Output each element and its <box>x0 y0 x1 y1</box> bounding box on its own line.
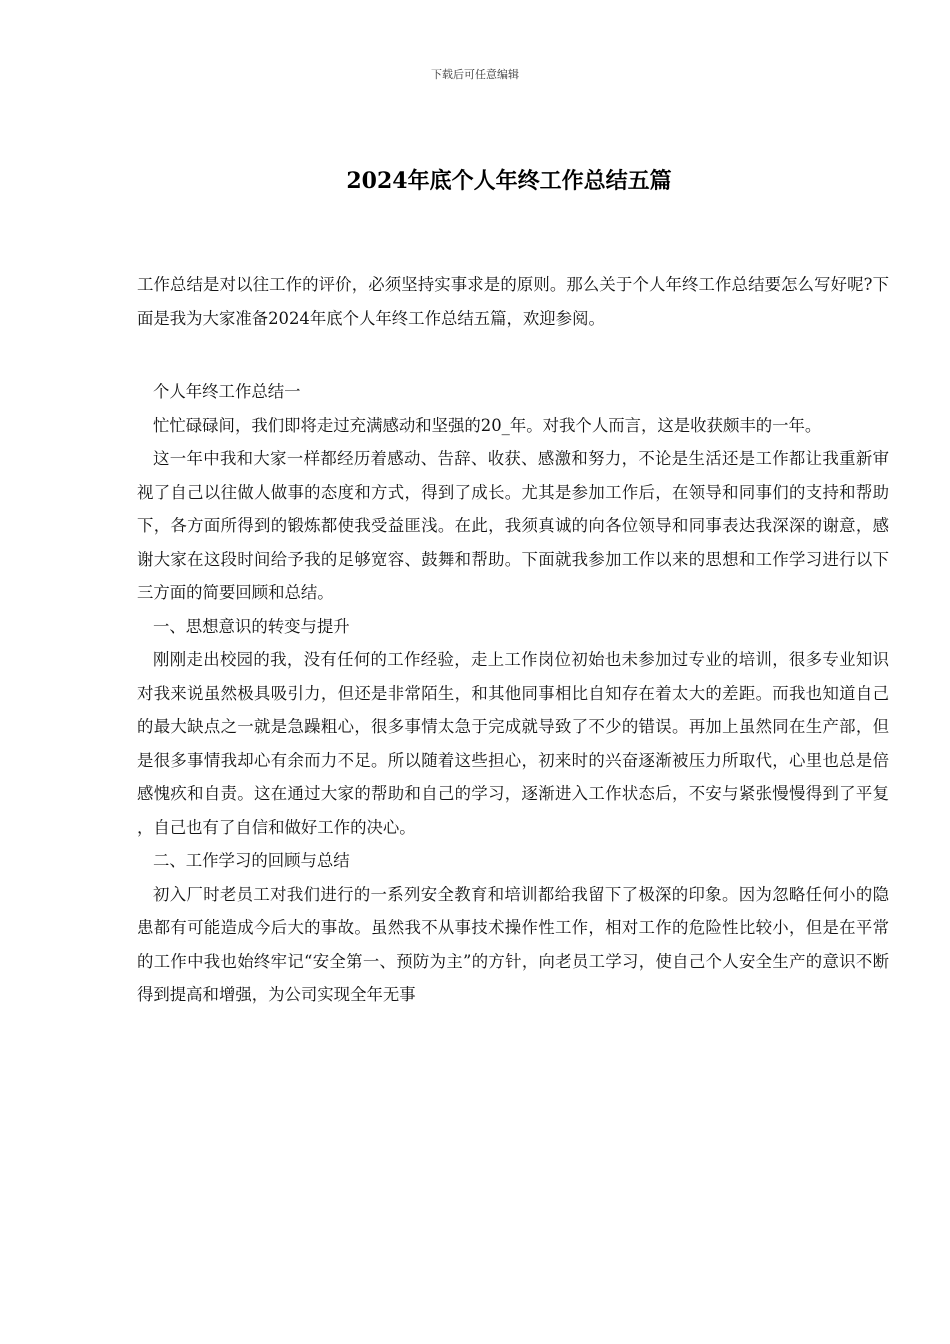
intro-paragraph: 工作总结是对以往工作的评价，必须坚持实事求是的原则。那么关于个人年终工作总结要怎么写好呢?下面是我为大家准备2024年底个人年终工作总结五篇，欢迎参阅。 <box>137 275 889 328</box>
document-title: 2024年底个人年终工作总结五篇 <box>346 168 672 194</box>
paragraph-4: 初入厂时老员工对我们进行的一系列安全教育和培训都给我留下了极深的印象。因为忽略任何小的隐患都有可能造成今后大的事故。虽然我不从事技术操作性工作，相对工作的危险性比较小，但是在平常的工作中我也始终牢记“安全第一、预防为主”的方针，向老员工学习，使自己个人安全生产的意识不断得到提高和增强，为公司实现全年无事 <box>137 884 889 1004</box>
paragraph-2: 这一年中我和大家一样都经历着感动、告辞、收获、感激和努力，不论是生活还是工作都让我重新审视了自己以往做人做事的态度和方式，得到了成长。尤其是参加工作后，在领导和同事们的支持和帮助下，各方面所得到的锻炼都使我受益匪浅。在此，我须真诚的向各位领导和同事表达我深深的谢意，感谢大家在这段时间给予我的足够宽容、鼓舞和帮助。下面就我参加工作以来的思想和工作学习进行以下三方面的简要回顾和总结。 <box>137 449 889 602</box>
document-body <box>137 268 889 1012</box>
subsection-heading-2: 二、工作学习的回顾与总结 <box>153 851 350 870</box>
paragraph-1: 忙忙碌碌间，我们即将走过充满感动和坚强的20_年。对我个人而言，这是收获颇丰的一年。 <box>153 415 822 435</box>
header-note: 下载后可任意编辑 <box>431 68 519 81</box>
section-heading-1: 个人年终工作总结一 <box>153 382 301 401</box>
subsection-heading-1: 一、思想意识的转变与提升 <box>153 616 350 636</box>
paragraph-3: 刚刚走出校园的我，没有任何的工作经验，走上工作岗位初始也未参加过专业的培训，很多专业知识对我来说虽然极具吸引力，但还是非常陌生，和其他同事相比自知存在着太大的差距。而我也知道自己的最大缺点之一就是急躁粗心，很多事情太急于完成就导致了不少的错误。再加上虽然同在生产部，但是很多事情我却心有余而力不足。所以随着这些担心，初来时的兴奋逐渐被压力所取代，心里也总是倍感愧疚和自责。这在通过大家的帮助和自己的学习，逐渐进入工作状态后，不安与紧张慢慢得到了平复，自己也有了自信和做好工作的决心。 <box>137 650 889 837</box>
